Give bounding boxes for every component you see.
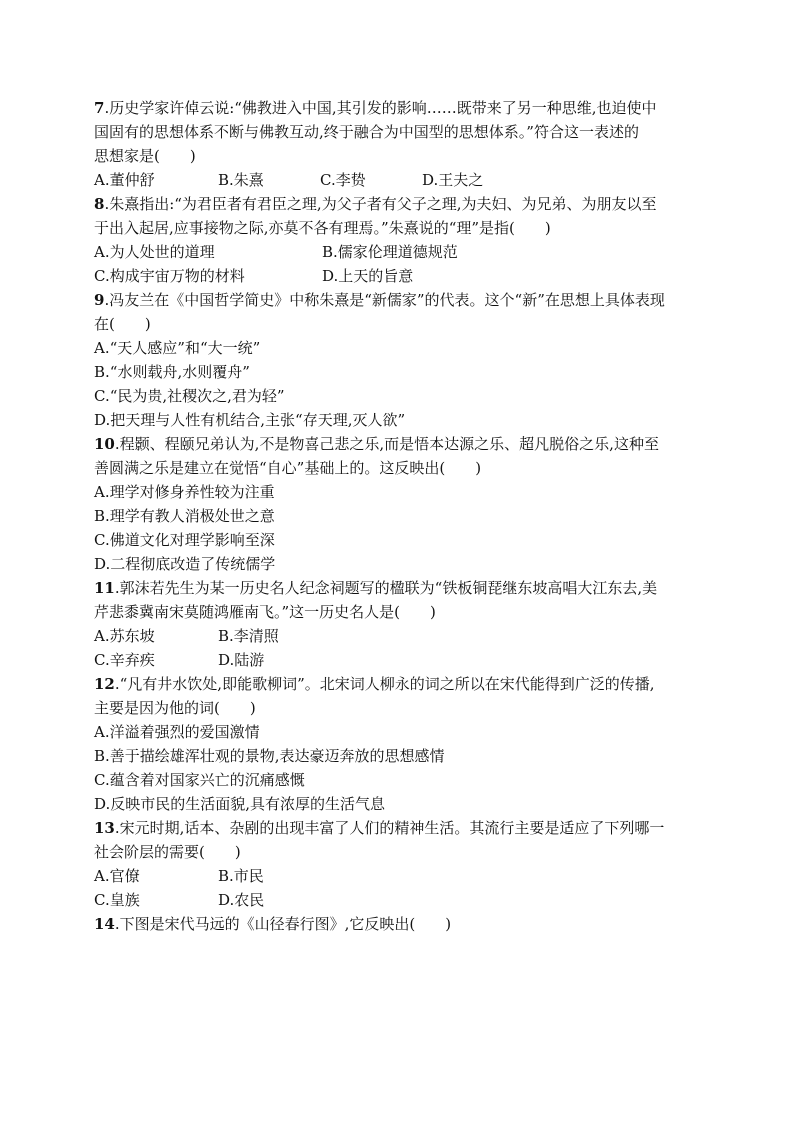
option-d[interactable]: D.陆游 — [218, 651, 265, 669]
option-c[interactable]: C.李贽 — [320, 171, 366, 189]
option-c[interactable]: C.“民为贵,社稷次之,君为轻” — [94, 387, 285, 405]
option-a[interactable]: A.“天人感应”和“大一统” — [94, 339, 261, 357]
question-number: 9 — [94, 291, 105, 309]
question-stem-line: 12.“凡有井水饮处,即能歌柳词”。北宋词人柳永的词之所以在宋代能得到广泛的传播, — [94, 675, 655, 693]
option-a[interactable]: A.洋溢着强烈的爱国激情 — [94, 723, 260, 741]
option-b[interactable]: B.儒家伦理道德规范 — [322, 243, 458, 261]
question-stem-line: 国固有的思想体系不断与佛教互动,终于融合为中国型的思想体系。”符合这一表述的 — [94, 123, 639, 141]
question-number: 14 — [94, 915, 115, 933]
option-b[interactable]: B.“水则载舟,水则覆舟” — [94, 363, 250, 381]
option-d[interactable]: D.把天理与人性有机结合,主张“存天理,灭人欲” — [94, 411, 406, 429]
option-d[interactable]: D.反映市民的生活面貌,具有浓厚的生活气息 — [94, 795, 386, 813]
option-c[interactable]: C.辛弃疾 — [94, 651, 155, 669]
option-a[interactable]: A.官僚 — [94, 867, 140, 885]
question-10 — [94, 432, 706, 576]
question-stem-line: 主要是因为他的词( ) — [94, 699, 256, 717]
question-7 — [94, 96, 706, 192]
question-number: 13 — [94, 819, 115, 837]
option-c[interactable]: C.蕴含着对国家兴亡的沉痛感慨 — [94, 771, 305, 789]
question-11 — [94, 576, 706, 672]
option-a[interactable]: A.理学对修身养性较为注重 — [94, 483, 275, 501]
option-a[interactable]: A.为人处世的道理 — [94, 243, 215, 261]
option-d[interactable]: D.农民 — [218, 891, 265, 909]
options-row — [94, 864, 706, 888]
question-9 — [94, 288, 706, 432]
options-row — [94, 888, 706, 912]
option-a[interactable]: A.董仲舒 — [94, 171, 155, 189]
question-stem-line: 社会阶层的需要( ) — [94, 843, 241, 861]
options-row — [94, 168, 706, 192]
options-row — [94, 240, 706, 264]
option-b[interactable]: B.理学有教人消极处世之意 — [94, 507, 275, 525]
option-b[interactable]: B.善于描绘雄浑壮观的景物,表达豪迈奔放的思想感情 — [94, 747, 445, 765]
question-14 — [94, 912, 706, 936]
question-stem-line: 7.历史学家许倬云说:“佛教进入中国,其引发的影响……既带来了另一种思维,也迫使中 — [94, 99, 657, 117]
option-d[interactable]: D.二程彻底改造了传统儒学 — [94, 555, 276, 573]
options-row — [94, 264, 706, 288]
option-d[interactable]: D.王夫之 — [422, 171, 484, 189]
question-stem-line: 芹悲黍冀南宋莫随鸿雁南飞。”这一历史名人是( ) — [94, 603, 436, 621]
question-number: 7 — [94, 99, 105, 117]
question-8 — [94, 192, 706, 288]
option-d[interactable]: D.上天的旨意 — [322, 267, 414, 285]
option-b[interactable]: B.朱熹 — [218, 171, 264, 189]
option-c[interactable]: C.皇族 — [94, 891, 140, 909]
question-stem-line: 8.朱熹指出:“为君臣者有君臣之理,为父子者有父子之理,为夫妇、为兄弟、为朋友以至 — [94, 195, 657, 213]
question-list — [94, 96, 706, 936]
question-stem-line: 在( ) — [94, 315, 151, 333]
question-stem-line: 11.郭沫若先生为某一历史名人纪念祠题写的楹联为“铁板铜琵继东坡高唱大江东去,美 — [94, 579, 658, 597]
question-stem-line: 善圆满之乐是建立在觉悟“自心”基础上的。这反映出( ) — [94, 459, 482, 477]
options-row — [94, 648, 706, 672]
question-number: 8 — [94, 195, 105, 213]
question-stem-line: 10.程颢、程颐兄弟认为,不是物喜己悲之乐,而是悟本达源之乐、超凡脱俗之乐,这种至 — [94, 435, 659, 453]
question-12 — [94, 672, 706, 816]
question-stem-line: 13.宋元时期,话本、杂剧的出现丰富了人们的精神生活。其流行主要是适应了下列哪一 — [94, 819, 665, 837]
options-row — [94, 624, 706, 648]
question-number: 10 — [94, 435, 115, 453]
option-b[interactable]: B.李清照 — [218, 627, 279, 645]
option-c[interactable]: C.构成宇宙万物的材料 — [94, 267, 245, 285]
option-c[interactable]: C.佛道文化对理学影响至深 — [94, 531, 275, 549]
question-number: 11 — [94, 579, 115, 597]
question-number: 12 — [94, 675, 115, 693]
option-b[interactable]: B.市民 — [218, 867, 264, 885]
option-a[interactable]: A.苏东坡 — [94, 627, 155, 645]
question-stem-line: 于出入起居,应事接物之际,亦莫不各有理焉。”朱熹说的“理”是指( ) — [94, 219, 551, 237]
question-stem-line: 9.冯友兰在《中国哲学简史》中称朱熹是“新儒家”的代表。这个“新”在思想上具体表现 — [94, 291, 665, 309]
question-stem-line: 思想家是( ) — [94, 147, 196, 165]
question-13 — [94, 816, 706, 912]
question-stem-line: 14.下图是宋代马远的《山径春行图》,它反映出( ) — [94, 915, 452, 933]
